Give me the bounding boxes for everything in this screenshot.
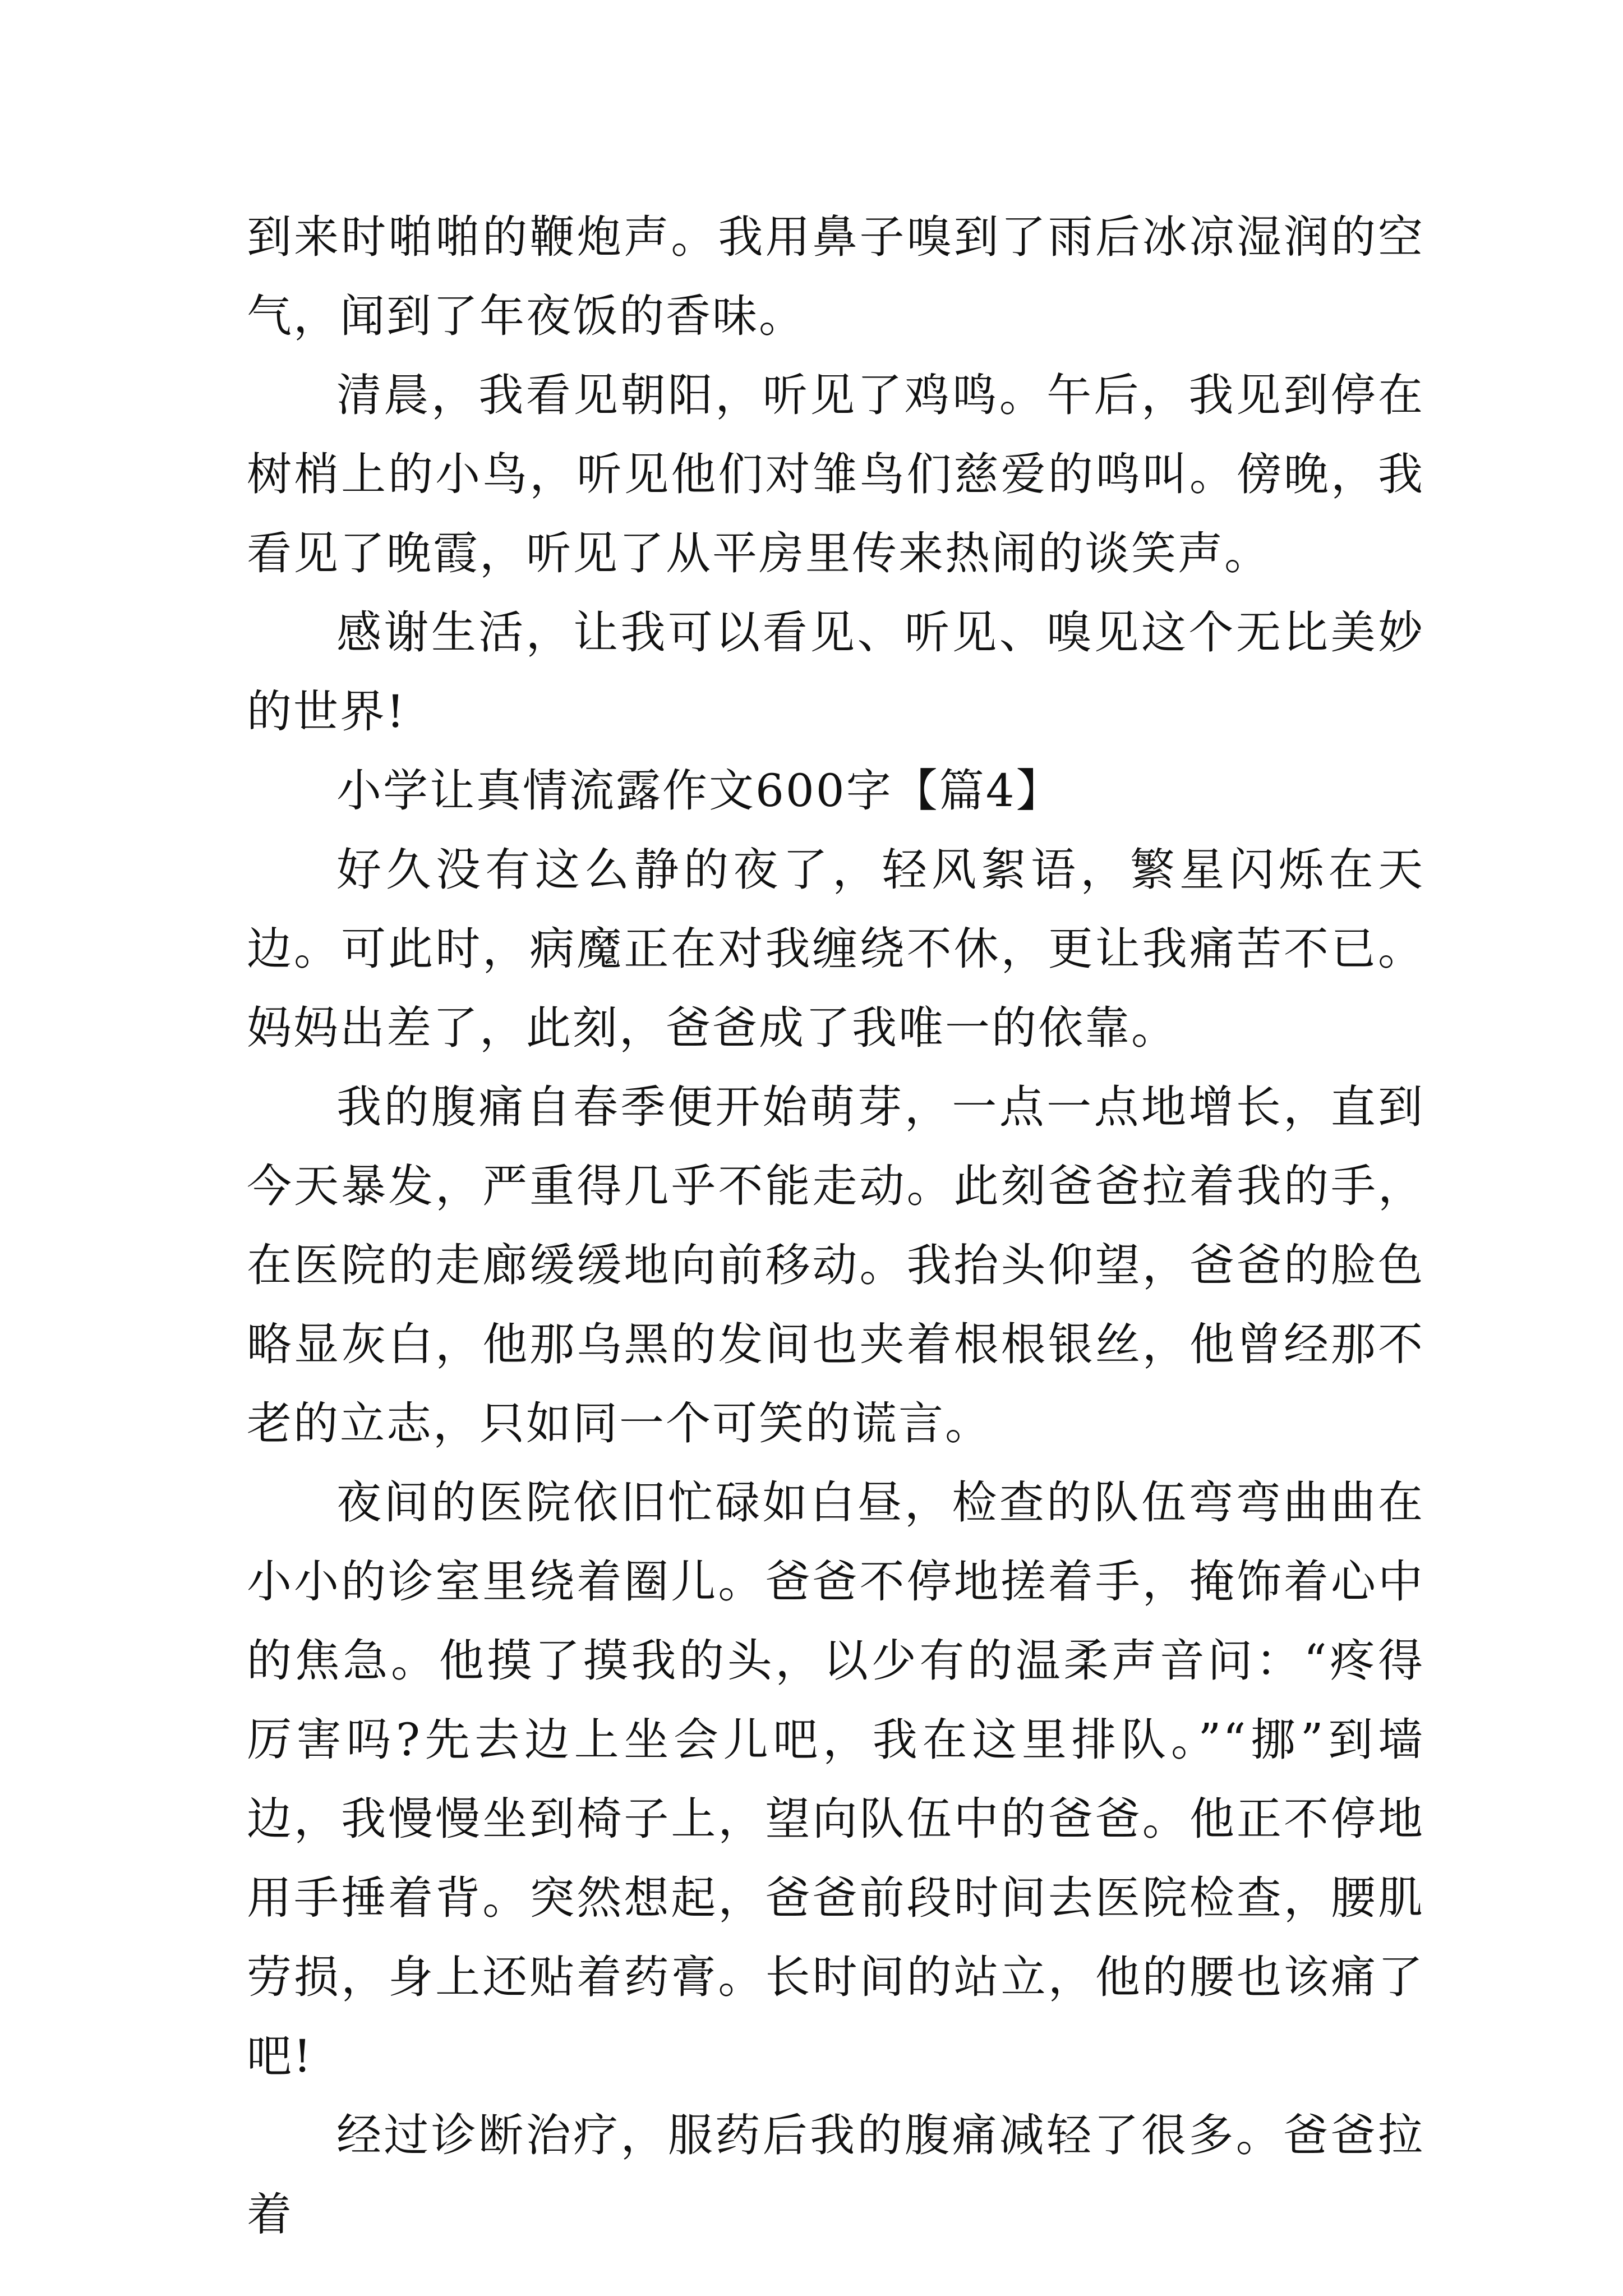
paragraph-quiet-night: 好久没有这么静的夜了，轻风絮语，繁星闪烁在天边。可此时，病魔正在对我缠绕不休，更让我痛苦不已。妈妈出差了，此刻，爸爸成了我唯一的依靠。	[247, 844, 1424, 1054]
paragraph-after-treatment: 经过诊断治疗，服药后我的腹痛减轻了很多。爸爸拉着	[247, 2109, 1424, 2240]
paragraph-hospital-queue: 夜间的医院依旧忙碌如白昼，检查的队伍弯弯曲曲在小小的诊室里绕着圈儿。爸爸不停地搓着手，掩饰着心中的焦急。他摸了摸我的头，以少有的温柔声音问：“疼得厉害吗?先去边上坐会儿吧，我在这里排队。”“挪”到墙边，我慢慢坐到椅子上，望向队伍中的爸爸。他正不停地用手捶着背。突然想起，爸爸前段时间去医院检查，腰肌劳损，身上还贴着药膏。长时间的站立，他的腰也该痛了吧!	[247, 1476, 1424, 2082]
paragraph-stomachache: 我的腹痛自春季便开始萌芽，一点一点地增长，直到今天暴发，严重得几乎不能走动。此刻爸爸拉着我的手，在医院的走廊缓缓地向前移动。我抬头仰望，爸爸的脸色略显灰白，他那乌黑的发间也夹着根根银丝，他曾经那不老的立志，只如同一个可笑的谎言。	[247, 1081, 1424, 1450]
paragraph-continuation: 到来时啪啪的鞭炮声。我用鼻子嗅到了雨后冰凉湿润的空气，闻到了年夜饭的香味。	[247, 211, 1424, 342]
section-heading: 小学让真情流露作文600字【篇4】	[336, 765, 1063, 817]
paragraph-morning-afternoon-evening: 清晨，我看见朝阳，听见了鸡鸣。午后，我见到停在树梢上的小鸟，听见他们对雏鸟们慈爱的鸣叫。傍晚，我看见了晚霞，听见了从平房里传来热闹的谈笑声。	[247, 369, 1424, 579]
paragraph-thanks-life: 感谢生活，让我可以看见、听见、嗅见这个无比美妙的世界!	[247, 606, 1424, 738]
essay-body	[247, 197, 1424, 2254]
